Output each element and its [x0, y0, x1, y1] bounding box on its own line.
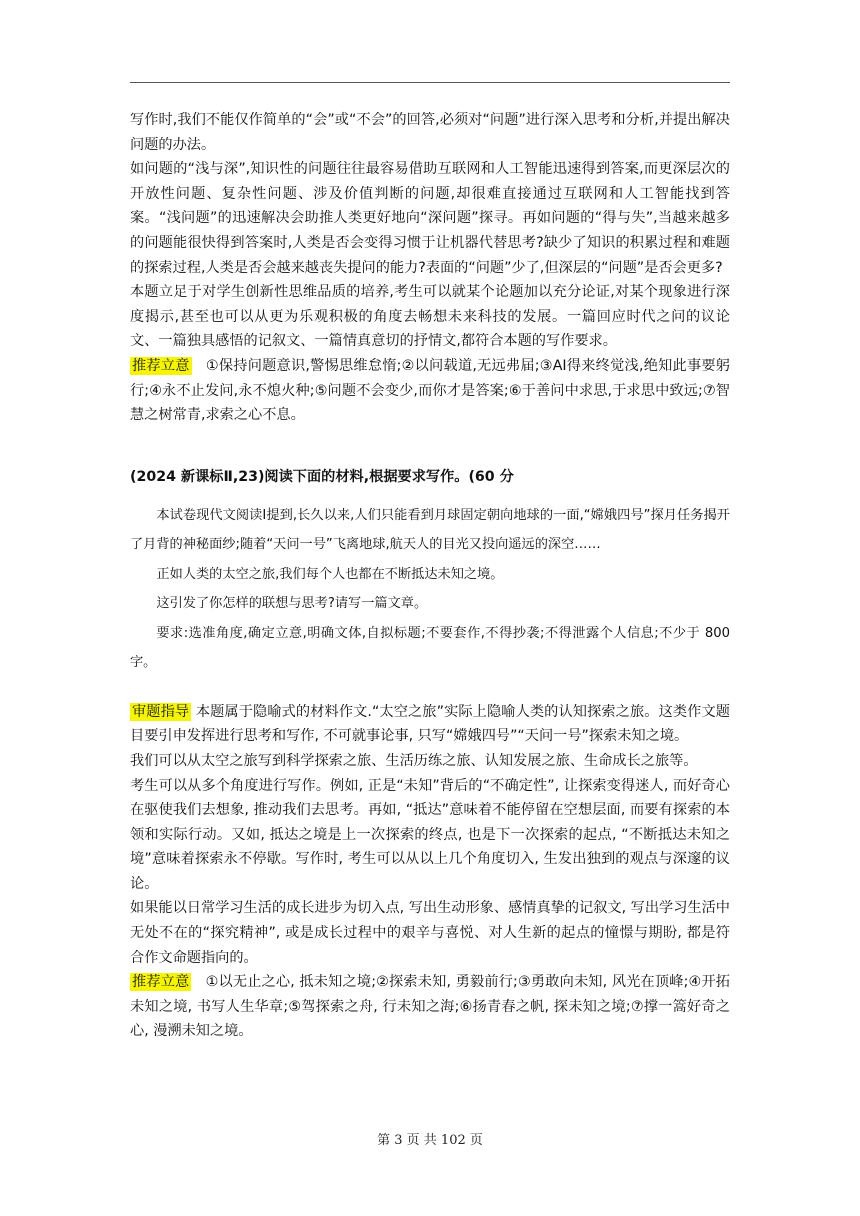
material-paragraph: 这引发了你怎样的联想与思考?请写一篇文章。: [156, 596, 428, 612]
material-paragraph: 正如人类的太空之旅,我们每个人也都在不断抵达未知之境。: [156, 566, 504, 582]
paragraph-writing-requirement: 写作时,我们不能仅作简单的“会”或“不会”的回答,必须对“问题”进行深入思考和分析,并提出解决问题的办法。: [130, 112, 730, 153]
material-requirements: 要求:选准角度,确定立意,明确文体,自拟标题;不要套作,不得抄袭;不得泄露个人信息;不少于 800 字。: [130, 625, 730, 671]
recommend-ideas-2: [130, 970, 730, 1044]
paragraph-topics: 我们可以从太空之旅写到科学探索之旅、生活历练之旅、认知发展之旅、生命成长之旅等。: [130, 752, 698, 769]
material-block: [130, 501, 730, 678]
paragraph-narrative: 如果能以日常学习生活的成长进步为切入点, 写出生动形象、感情真挚的记叙文, 写出学习生活中无处不在的“探究精神”, 或是成长过程中的艰辛与喜悦、对人生新的起点的憧憬与期盼, 都是符合作文命题指向的。: [130, 900, 730, 966]
recommend-label-2: 推荐立意: [132, 974, 190, 991]
recommend-label-1: 推荐立意: [132, 357, 190, 374]
material-paragraph: 本试卷现代文阅读Ⅰ提到,长久以来,人们只能看到月球固定朝向地球的一面,“嫦娥四号”探月任务揭开了月背的神秘面纱;随着“天问一号”飞离地球,航天人的目光又投向遥远的深空……: [130, 507, 730, 553]
paragraph-shallow-deep: 如问题的“浅与深”,知识性的问题往往最容易借助互联网和人工智能迅速得到答案,而更深层次的开放性问题、复杂性问题、涉及价值判断的问题,却很难直接通过互联网和人工智能找到答案。“浅问题”的迅速解决会助推人类更好地向“深问题”探寻。再如问题的“得与失”,当越来越多的问题能很快得到答案时,人类是否会变得习惯于让机器代替思考?缺少了知识的积累过程和难题的探索过程,人类是否会越来越丧失提问的能力?表面的“问题”少了,但深层的“问题”是否会更多?: [130, 161, 730, 276]
header-rule: [130, 82, 730, 83]
guide-label: 审题指导: [132, 703, 190, 720]
question-title: (2024 新课标Ⅱ,23)阅读下面的材料,根据要求写作。(60 分: [130, 468, 514, 485]
page-content: [130, 108, 730, 1044]
analysis-block: [130, 700, 730, 1044]
recommend-text-2: ①以无止之心, 抵未知之境;②探索未知, 勇毅前行;③勇敢向未知, 风光在顶峰;④开拓未知之境, 书写人生华章;⑤驾探索之舟, 行未知之海;⑥扬青春之帆, 探未知之境;⑦撑一篙好奇之心, 漫溯未知之境。: [130, 974, 730, 1040]
recommend-text-1: ①保持问题意识,警惕思维怠惰;②以问载道,无远弗届;③AI得来终觉浅,绝知此事要躬行;④永不止发问,永不熄火种;⑤问题不会变少,而你才是答案;⑥于善问中求思,于求思中致远;⑦智慧之树常青,求索之心不息。: [130, 357, 730, 424]
guide-text: 本题属于隐喻式的材料作文.“太空之旅”实际上隐喻人类的认知探索之旅。这类作文题目要引申发挥进行思考和写作, 不可就事论事, 只写“嫦娥四号”“天问一号”探索未知之境。: [130, 703, 730, 745]
recommend-ideas-1: [130, 354, 730, 428]
paragraph-angles: 考生可以从多个角度进行写作。例如, 正是“未知”背后的“不确定性”, 让探索变得迷人, 而好奇心在驱使我们去想象, 推动我们去思考。再如, “抵达”意味着不能停留在空想层面, 而要有探索的本领和实际行动。又如, 抵达之境是上一次探索的终点, 也是下一次探索的起点, “不断抵达未知之境”意味着探索永不停歇。写作时, 考生可以从以上几个角度切入, 生发出独到的观点与深邃的议论。: [130, 777, 730, 892]
page-footer: 第 3 页 共 102 页: [377, 1133, 483, 1148]
guide-paragraph: [130, 700, 730, 749]
paragraph-innovation: 本题立足于对学生创新性思维品质的培养,考生可以就某个论题加以充分论证,对某个现象进行深度揭示,甚至也可以从更为乐观积极的角度去畅想未来科技的发展。一篇回应时代之问的议论文、一篇独具感悟的记叙文、一篇情真意切的抒情文,都符合本题的写作要求。: [130, 284, 730, 350]
